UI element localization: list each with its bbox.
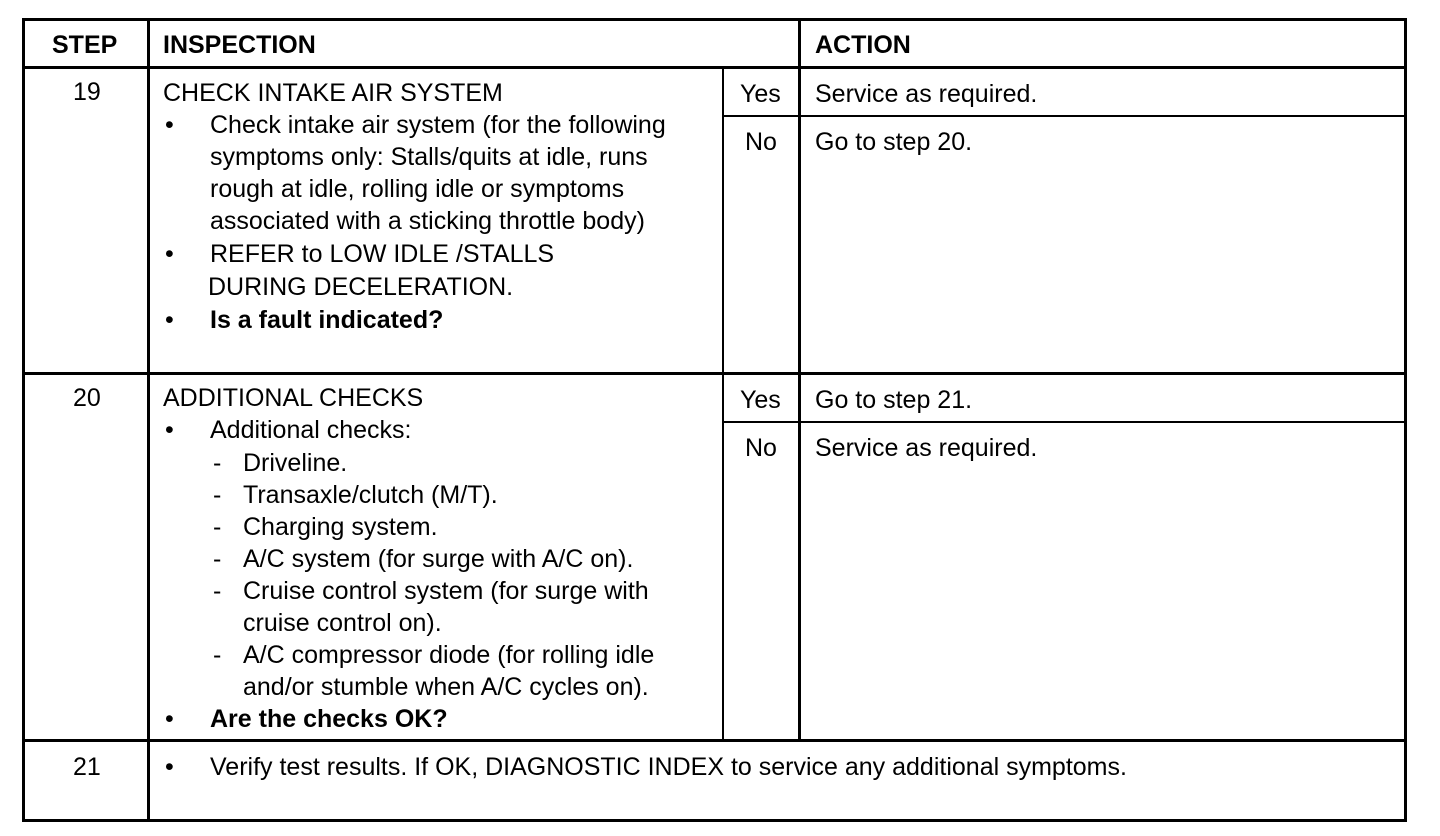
- row20-subitem: Charging system.: [243, 513, 438, 541]
- row19-yes-divider: [723, 115, 1404, 117]
- row19-bullet1-line2: symptoms only: Stalls/quits at idle, runs: [210, 143, 648, 171]
- row20-yes-label: Yes: [740, 386, 781, 414]
- row20-subitem: Transaxle/clutch (M/T).: [243, 481, 498, 509]
- dash-marker: -: [213, 481, 222, 509]
- row19-no-action: Go to step 20.: [815, 128, 973, 156]
- step-number-21: 21: [73, 753, 101, 781]
- row20-subitem: Cruise control system (for surge with: [243, 577, 649, 605]
- row20-question: Are the checks OK?: [210, 705, 448, 733]
- row19-no-label: No: [745, 128, 777, 156]
- bullet-icon: •: [165, 306, 174, 334]
- row20-subitem: A/C compressor diode (for rolling idle: [243, 641, 655, 669]
- row21-text: Verify test results. If OK, DIAGNOSTIC INDEX to service any additional symptoms.: [210, 753, 1127, 781]
- header-action: ACTION: [815, 31, 911, 59]
- diagnostic-table: [22, 18, 1407, 822]
- row19-yes-label: Yes: [740, 80, 781, 108]
- bullet-icon: •: [165, 111, 174, 139]
- bullet-icon: •: [165, 705, 174, 733]
- row19-bullet1-line3: rough at idle, rolling idle or symptoms: [210, 175, 625, 203]
- action-column-divider-19: [798, 66, 801, 375]
- row20-no-action: Service as required.: [815, 434, 1038, 462]
- step-number-19: 19: [73, 78, 101, 106]
- row19-title: CHECK INTAKE AIR SYSTEM: [163, 79, 503, 107]
- bullet-icon: •: [165, 240, 174, 268]
- row20-bullet1: Additional checks:: [210, 416, 412, 444]
- dash-marker: -: [213, 545, 222, 573]
- row20-subitem-cont: and/or stumble when A/C cycles on).: [243, 673, 649, 701]
- row20-subitem-cont: cruise control on).: [243, 609, 442, 637]
- row20-subitem: Driveline.: [243, 449, 348, 477]
- row20-divider: [25, 739, 1404, 742]
- row19-bullet1-line4: associated with a sticking throttle body): [210, 207, 645, 235]
- row20-subitem: A/C system (for surge with A/C on).: [243, 545, 634, 573]
- bullet-icon: •: [165, 416, 174, 444]
- row19-bullet1-line1: Check intake air system (for the following: [210, 111, 666, 139]
- header-inspection: INSPECTION: [163, 31, 316, 59]
- row19-question: Is a fault indicated?: [210, 306, 444, 334]
- row19-yes-action: Service as required.: [815, 80, 1038, 108]
- row19-bullet2-line2: DURING DECELERATION.: [208, 273, 514, 301]
- dash-marker: -: [213, 449, 222, 477]
- step-number-20: 20: [73, 384, 101, 412]
- inspection-yesno-divider-20: [722, 372, 724, 742]
- row20-yes-action: Go to step 21.: [815, 386, 973, 414]
- step-column-divider: [147, 21, 150, 819]
- inspection-yesno-divider-19: [722, 66, 724, 375]
- row20-yes-divider: [723, 421, 1404, 423]
- action-column-divider-header: [798, 21, 801, 69]
- row20-title: ADDITIONAL CHECKS: [163, 384, 424, 412]
- header-step: STEP: [52, 31, 118, 59]
- dash-marker: -: [213, 641, 222, 669]
- row19-bullet2-line1: REFER to LOW IDLE /STALLS: [210, 240, 555, 268]
- dash-marker: -: [213, 513, 222, 541]
- bullet-icon: •: [165, 753, 174, 781]
- header-divider: [25, 66, 1404, 69]
- dash-marker: -: [213, 577, 222, 605]
- row20-no-label: No: [745, 434, 777, 462]
- row19-divider: [25, 372, 1404, 375]
- action-column-divider-20: [798, 372, 801, 742]
